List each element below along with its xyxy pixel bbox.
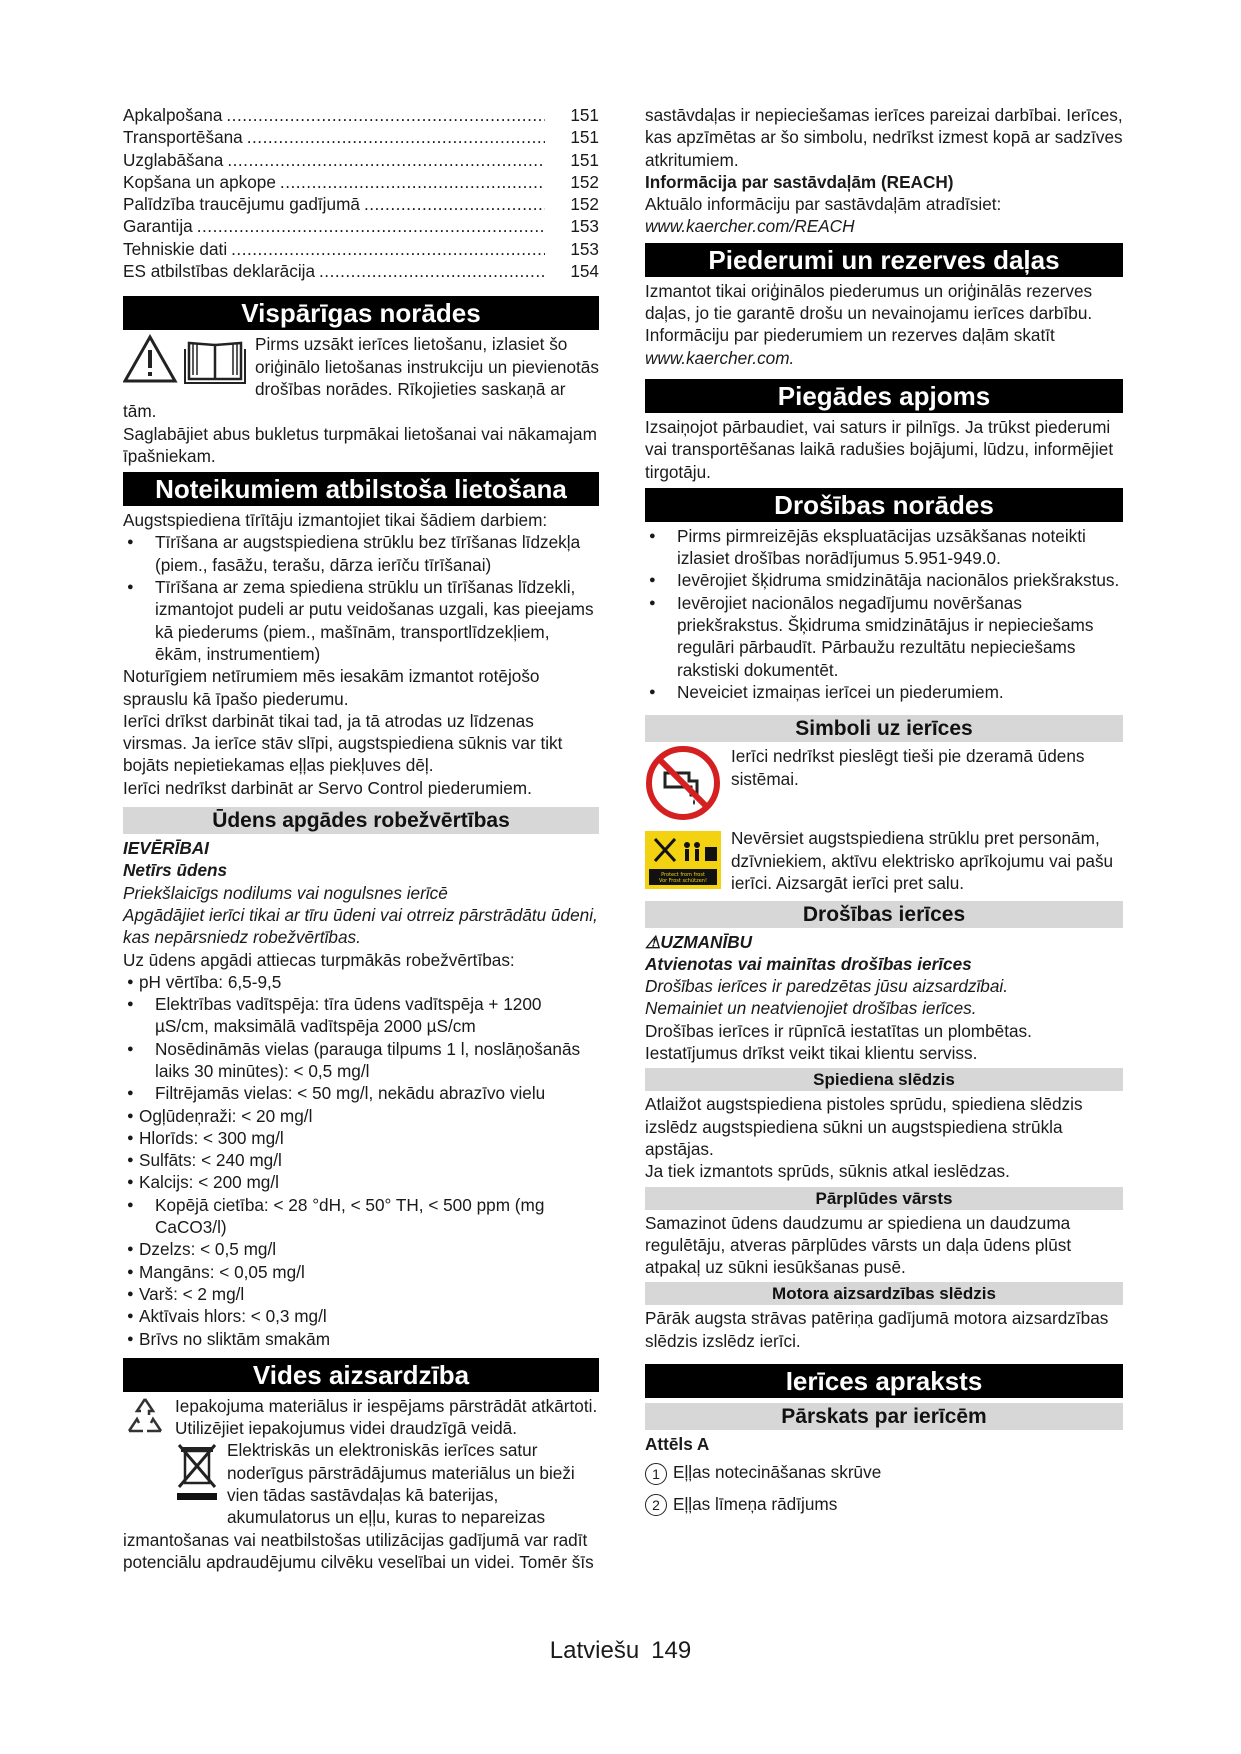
water-section	[123, 837, 599, 1350]
pressure-switch-text-2: Ja tiek izmantots sprūds, sūknis atkal ieslēdzas.	[645, 1161, 1010, 1182]
caution-text: Drošības ierīces ir paredzētas jūsu aizsardzībai.	[645, 976, 1009, 997]
footer-language: Latviešu	[549, 1637, 640, 1664]
recycling-icon	[123, 1395, 167, 1444]
section-heading-environment: Vides aizsardzība	[123, 1358, 599, 1392]
list-item: ● Dzelzs: < 0,5 mg/l	[123, 1238, 599, 1260]
figure-label: Attēls A	[645, 1433, 710, 1454]
intended-paragraph: Ierīci drīkst darbināt tikai tad, ja tā atrodas uz līdzenas virsmas. Ja ierīce stāv slīpi, augstspiediena sūknis var tikt bojāts nepietiekamas eļļas piekļuves dēļ.	[123, 710, 563, 776]
list-item: ● Varš: < 2 mg/l	[123, 1283, 599, 1305]
list-item: ● Sulfāts: < 240 mg/l	[123, 1149, 599, 1171]
reach-text: Aktuālo informāciju par sastāvdaļām atradīsiet:	[645, 194, 1002, 215]
safety-devices-text: Drošības ierīces ir rūpnīcā iestatītas un plombētas. Iestatījumus drīkst veikt tikai klientu serviss.	[645, 1020, 1032, 1064]
environment-text-3: sastāvdaļas ir nepieciešamas ierīces pareizai darbībai. Ierīces, kas apzīmētas ar šo simbolu, nedrīkst izmest kopā ar sadzīves atkritumiem.	[645, 105, 1123, 170]
environment-section	[123, 1395, 599, 1573]
list-item: ● Pirms pirmreizējās ekspluatācijas uzsākšanas noteikti izlasiet drošības norādījumus 5.951-949.0.	[645, 525, 1123, 570]
section-heading-pressure-switch: Spiediena slēdzis	[645, 1068, 1123, 1091]
general-text-2: Saglabājiet abus bukletus turpmākai lietošanai vai nākamajam īpašniekam.	[123, 423, 597, 466]
notice-label: IEVĒRĪBAI	[123, 838, 209, 859]
notice-text: Apgādājiet ierīci tikai ar tīru ūdeni vai otrreiz pārstrādātu ūdeni, kas nepārsniedz robežvērtības.	[123, 904, 598, 948]
symbols-section	[645, 745, 1123, 894]
toc-row: Apkalpošana ..... 151	[123, 104, 599, 126]
list-item: ● Brīvs no sliktām smakām	[123, 1328, 599, 1350]
crossed-bin-icon	[175, 1441, 219, 1508]
frost-warning-sticker-icon	[645, 831, 721, 894]
toc-row: Garantija ..... 153	[123, 215, 599, 237]
page-footer	[0, 1637, 1241, 1665]
environment-text-1: Iepakojuma materiālus ir iespējams pārstrādāt atkārtoti. Utilizējiet iepakojumus videi draudzīgā veidā.	[175, 1395, 598, 1439]
overflow-valve-text: Samazinot ūdens daudzumu ar spiediena un daudzuma regulētāju, atveras pārplūdes vārsts un daļa ūdens plūst atpakaļ uz sūkni iesūkšanas pusē.	[645, 1212, 1072, 1278]
list-item	[645, 1461, 1123, 1484]
safety-list	[645, 525, 1123, 703]
section-heading-symbols: Simboli uz ierīces	[645, 715, 1123, 742]
item-number: 2	[645, 1494, 667, 1516]
list-item: ● Tīrīšana ar zema spiediena strūklu un tīrīšanas līdzekli, izmantojot pudeli ar putu veidošanas uzgali, kas pieejams kā piederums (piem., mašīnām, transportlīdzekļiem, ēkām, instrumentiem)	[123, 576, 599, 665]
section-heading-intended-use: Noteikumiem atbilstoša lietošana	[123, 472, 599, 506]
notice-text: Priekšlaicīgs nodilums vai nogulsnes ierīcē	[123, 882, 448, 903]
accessories-text-1: Izmantot tikai oriģinālos piederumus un oriģinālās rezerves daļas, jo tie garantē drošu un nevainojamu ierīces darbību.	[645, 280, 1093, 324]
warning-triangle-book-icon	[123, 333, 247, 385]
svg-text:Vor Frost schützen!: Vor Frost schützen!	[659, 878, 707, 885]
caution-text: Nemainiet un neatvienojiet drošības ierīces.	[645, 998, 977, 1019]
toc-row: Transportēšana ..... 151	[123, 126, 599, 148]
list-item	[645, 1493, 1123, 1516]
list-item: ● pH vērtība: 6,5-9,5	[123, 971, 599, 993]
item-label: Eļļas notecināšanas skrūve	[673, 1462, 882, 1483]
section-heading-safety-devices: Drošības ierīces	[645, 901, 1123, 928]
warning-book-icons	[123, 333, 247, 390]
list-item: ● Nosēdināmās vielas (parauga tilpums 1 l, noslāņošanās laiks 30 minūtes): < 0,5 mg/l	[123, 1038, 599, 1083]
section-heading-motor-switch: Motora aizsardzības slēdzis	[645, 1282, 1123, 1305]
toc-row: Palīdzība traucējumu gadījumā ..... 152	[123, 193, 599, 215]
list-item: ● Elektrības vadītspēja: tīra ūdens vadītspēja + 1200 µS/cm, maksimālā vadītspēja 2000 µS/cm	[123, 993, 599, 1038]
list-item: ● Ogļūdeņraži: < 20 mg/l	[123, 1105, 599, 1127]
list-item: ● Filtrējamās vielas: < 50 mg/l, nekādu abrazīvo vielu	[123, 1082, 599, 1104]
pressure-switch-text-1: Atlaižot augstspiediena pistoles sprūdu, spiediena slēdzis izslēdz augstspiediena sūkni un augstspiediena strūkla apstājas.	[645, 1094, 1083, 1159]
toc-row: Kopšana un apkope ..... 152	[123, 171, 599, 193]
section-heading-delivery: Piegādes apjoms	[645, 379, 1123, 413]
water-limits-list	[123, 971, 599, 1350]
left-column	[123, 104, 599, 1573]
list-item: ● Ievērojiet nacionālos negadījumu novēršanas priekšrakstus. Šķidruma smidzinātājus ir nepieciešams regulāri pārbaudīt. Pārbaužu rezultātu nepieciešams rakstiski dokumentēt.	[645, 592, 1123, 681]
svg-text:Protect from frost: Protect from frost	[661, 872, 705, 879]
intended-use-list	[123, 531, 599, 665]
motor-switch-text: Pārāk augsta strāvas patēriņa gadījumā motora aizsardzības slēdzis izslēdz ierīci.	[645, 1308, 1109, 1351]
list-item: ● Aktīvais hlors: < 0,3 mg/l	[123, 1305, 599, 1327]
intended-paragraph: Noturīgiem netīrumiem mēs iesakām izmantot rotējošo sprauslu kā īpašo piederumu.	[123, 666, 540, 709]
symbol-text-2: Nevērsiet augstspiediena strūklu pret personām, dzīvniekiem, aktīvu elektrisko aprīkojumu vai pašu ierīci. Aizsargāt ierīci pret salu.	[731, 828, 1114, 893]
intended-use-section	[123, 509, 599, 799]
caution-title: Atvienotas vai mainītas drošības ierīces	[645, 953, 972, 974]
description-items	[645, 1461, 1123, 1516]
symbol-text-1: Ierīci nedrīkst pieslēgt tieši pie dzeramā ūdens sistēmai.	[731, 746, 1085, 789]
delivery-text: Izsaiņojot pārbaudiet, vai saturs ir pilnīgs. Ja trūkst piederumi vai transportēšanas laikā radušies bojājumi, lūdzu, informējiet tirgotāju.	[645, 416, 1114, 482]
section-heading-accessories: Piederumi un rezerves daļas	[645, 243, 1123, 277]
section-subheading-overview: Pārskats par ierīcēm	[645, 1403, 1123, 1430]
list-item: ● Mangāns: < 0,05 mg/l	[123, 1261, 599, 1283]
accessories-text-2: Informāciju par piederumiem un rezerves daļām skatīt	[645, 325, 1055, 346]
general-text-1: Pirms uzsākt ierīces lietošanu, izlasiet šo oriģinālo lietošanas instrukciju un pievienotās drošības norādes. Rīkojieties saskaņā ar tām.	[123, 334, 599, 422]
general-section	[123, 333, 599, 467]
toc-row: Uzglabāšana ..... 151	[123, 149, 599, 171]
list-item: ● Neveiciet izmaiņas ierīcei un piederumiem.	[645, 681, 1123, 703]
intended-paragraph: Ierīci nedrīkst darbināt ar Servo Control piederumiem.	[123, 777, 532, 798]
list-item: ● Kopējā cietība: < 28 °dH, < 50° TH, < 500 ppm (mg CaCO3/l)	[123, 1194, 599, 1239]
section-heading-water: Ūdens apgādes robežvērtības	[123, 807, 599, 834]
list-item: ● Tīrīšana ar augstspiediena strūklu bez tīrīšanas līdzekļa (piem., fasāžu, terašu, dārza ierīču tīrīšanai)	[123, 531, 599, 576]
list-item: ● Hlorīds: < 300 mg/l	[123, 1127, 599, 1149]
notice-title: Netīrs ūdens	[123, 860, 228, 881]
water-intro: Uz ūdens apgādi attiecas turpmākās robežvērtības:	[123, 949, 515, 970]
caution-label: ⚠UZMANĪBU	[645, 931, 753, 952]
section-heading-safety: Drošības norādes	[645, 488, 1123, 522]
list-item: ● Kalcijs: < 200 mg/l	[123, 1171, 599, 1193]
accessories-url[interactable]: www.kaercher.com.	[645, 347, 795, 368]
section-heading-description: Ierīces apraksts	[645, 1364, 1123, 1398]
toc-row: Tehniskie dati ..... 153	[123, 238, 599, 260]
item-label: Eļļas līmeņa rādījums	[673, 1493, 838, 1514]
section-heading-overflow-valve: Pārplūdes vārsts	[645, 1187, 1123, 1210]
environment-text-2: Elektriskās un elektroniskās ierīces satur noderīgus pārstrādājumus materiālus un bieži vien tādas sastāvdaļas kā baterijas, akumulatorus un eļļu, kuras to nepareizas izmantošanas vai neatbilstošas utilizācijas gadījumā var radīt potenciālu apdraudējumu cilvēku veselībai un videi. Tomēr šīs	[123, 1440, 594, 1572]
table-of-contents	[123, 104, 599, 282]
right-column	[645, 104, 1123, 1516]
no-drinking-water-icon	[645, 745, 721, 826]
item-number: 1	[645, 1463, 667, 1485]
intended-intro: Augstspiediena tīrītāju izmantojiet tikai šādiem darbiem:	[123, 510, 548, 531]
reach-url[interactable]: www.kaercher.com/REACH	[645, 216, 855, 237]
reach-title: Informācija par sastāvdaļām (REACH)	[645, 171, 954, 192]
toc-row: ES atbilstības deklarācija ..... 154	[123, 260, 599, 282]
page-number: 149	[651, 1637, 692, 1664]
list-item: ● Ievērojiet šķidruma smidzinātāja nacionālos priekšrakstus.	[645, 569, 1123, 591]
section-heading-general: Vispārīgas norādes	[123, 296, 599, 330]
